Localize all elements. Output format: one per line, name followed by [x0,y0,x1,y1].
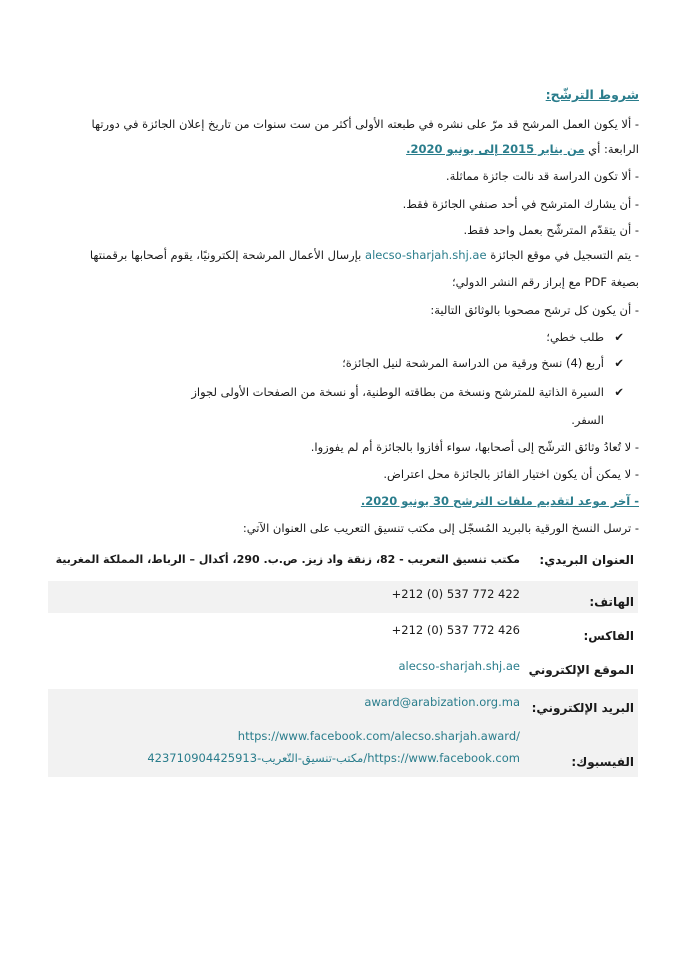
site-link[interactable]: alecso-sharjah.shj.ae [398,659,520,673]
phone-value: +212 (0) 537 772 422 [391,587,520,601]
facebook-link-2[interactable]: https://www.facebook.com/مكتب-تنسيق-التّعريب-423710904425913 [147,751,520,765]
condition-5-prefix: - يتم التسجيل في موقع الجائزة [490,248,639,262]
site-label: الموقع الإلكتروني [528,663,634,677]
condition-1-line1: - ألا يكون العمل المرشح قد مرّ على نشره في طبعته الأولى أكثر من ست سنوات من تاريخ إعلان الجائزة في دورتها [91,117,639,131]
doc-item-label: أربع (4) نسخ ورقية من الدراسة المرشحة لنيل الجائزة؛ [342,356,604,370]
doc-item-3-cont: السفر. [571,413,604,427]
date-range-highlight: من يناير 2015 إلى يونيو 2020. [406,142,585,156]
condition-3: - أن يشارك المترشح في أحد صنفي الجائزة فقط. [402,197,639,211]
doc-item-label: طلب خطي؛ [546,330,604,344]
registration-site-link[interactable]: alecso-sharjah.shj.ae [365,248,487,262]
deadline: - آخر موعد لتقديم ملفات الترشح 30 يونيو 2020. [360,494,639,508]
send-instructions: - ترسل النسخ الورقية بالبريد المُسجّل إلى مكتب تنسيق التعريب على العنوان الآتي: [242,521,639,535]
condition-6: - أن يكون كل ترشح مصحوبا بالوثائق التالية: [430,303,639,317]
fax-value: +212 (0) 537 772 426 [391,623,520,637]
fax-row [48,619,638,651]
condition-1-prefix: الرابعة: أي [588,142,639,156]
phone-row [48,581,638,613]
contact-table [48,545,638,777]
email-link[interactable]: award@arabization.org.ma [364,695,520,709]
doc-item-3 [40,384,624,400]
check-icon: ✔ [614,330,624,344]
postal-label: العنوان البريدي: [539,553,634,567]
postal-value: مكتب تنسيق التعريب - 82، زنقة واد زيز. ص.ب. 290، أكدال – الرباط، المملكة المغربية [55,553,520,566]
doc-item-label: السيرة الذاتية للمترشح ونسخة من بطاقته الوطنية، أو نسخة من الصفحات الأولى لجواز [191,385,604,399]
email-fb-row [48,689,638,777]
condition-1-line2 [40,141,639,157]
condition-5-suffix: بإرسال الأعمال المرشحة إلكترونيًا، يقوم أصحابها برقمنتها [89,248,362,262]
condition-7: - لا تُعادُ وثائق الترشّح إلى أصحابها، سواء أفازوا بالجائزة أم لم يفوزوا. [310,440,639,454]
condition-5-line2: بصيغة PDF مع إبراز رقم النشر الدولي؛ [452,275,639,289]
site-row [48,651,638,683]
phone-label: الهاتف: [589,595,634,609]
facebook-label: الفيسبوك: [571,755,634,769]
condition-2: - ألا تكون الدراسة قد نالت جائزة مماثلة. [445,169,639,183]
email-label: البريد الإلكتروني: [531,701,634,715]
condition-4: - أن يتقدّم المترشّح بعمل واحد فقط. [463,223,639,237]
section-title: شروط الترشّح: [545,87,639,102]
check-icon: ✔ [614,385,624,399]
postal-row [48,545,638,577]
facebook-link-1[interactable]: https://www.facebook.com/alecso.sharjah.award/ [237,729,520,743]
fax-label: الفاكس: [583,629,634,643]
doc-item-2 [40,355,624,371]
condition-5-line1 [40,247,639,263]
check-icon: ✔ [614,356,624,370]
condition-8: - لا يمكن أن يكون اختيار الفائز بالجائزة محل اعتراض. [383,467,639,481]
doc-item-1 [40,329,624,345]
